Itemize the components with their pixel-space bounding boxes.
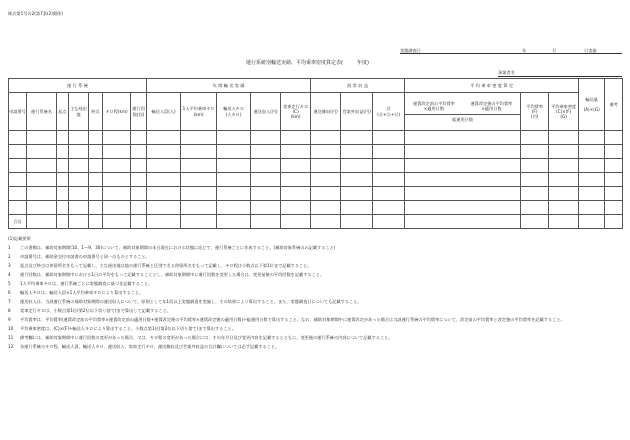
instruction-number: 10	[8, 326, 14, 331]
instruction-item	[8, 335, 622, 340]
col-total: 計 (⑪+⑫+⑬)	[373, 93, 405, 131]
instruction-number: 5	[8, 281, 11, 286]
operator-label: 事業者名	[498, 70, 515, 75]
instruction-item	[8, 299, 622, 304]
instruction-number: 2	[8, 254, 11, 259]
instruction-item	[8, 245, 622, 250]
instruction-number: 4	[8, 272, 11, 277]
col-route-name: 運行系統名	[27, 93, 57, 131]
instruction-number: 8	[8, 308, 11, 313]
col-application-no: 申請番号	[9, 93, 27, 131]
instruction-text: 運送収入は、当該運行系統の補助対象期間の運送収入について、原則として年1回以上実態調査を実施し、その結果により算出すること。また、実態調査日についても記載すること。	[20, 299, 362, 304]
col-misc-income: 運送雑収(円)	[311, 93, 341, 131]
group-annual: 年 間 輸 送 実 績	[147, 79, 311, 93]
instruction-number: 1	[8, 245, 11, 250]
instruction-text: 平均乗車密度は、(C)×(F)÷輸送人キロにより算出すること。小数点第1位(第2位以下切り捨て)まで算出すること。	[20, 326, 236, 331]
group-density: 平 均 乗 車 密 度 算 定	[405, 79, 579, 93]
group-route: 運 行 系 統	[9, 79, 147, 93]
instruction-text: この書類は、補助対象期間(10、1〜9、30)について、補助対象期間の末日現在における状態に応じて、運行系統ごとに作成すること。(補助対象系統のみ記載すること)	[20, 245, 336, 250]
page-title: 運行系統別輸送実績、平均乗車密度算定表( 年度)	[246, 60, 369, 66]
instruction-text: 輸送人キロは、輸送人員×1人平均乗車キロにより算出すること。	[20, 290, 144, 295]
instruction-text: 実車走行キロは、小数点第1位(第2位以下切り捨て)まで算出して記載すること。	[20, 308, 171, 313]
operator-underline	[498, 76, 622, 77]
table-row	[9, 131, 623, 145]
col-remarks: 備考	[605, 79, 623, 131]
col-avg-fare: 平均賃率 (F) (円)	[521, 93, 549, 131]
instruction-item	[8, 272, 622, 277]
instruction-text: 申請番号は、補助金交付申請書の申請番号と同一のものとすること。	[20, 254, 150, 259]
instruction-number: 3	[8, 263, 11, 268]
instruction-number: 11	[8, 335, 14, 340]
instruction-text: 1人平均乗車キロは、運行系統ごとに実態調査に基づき記載すること。	[20, 281, 153, 286]
instruction-number: 7	[8, 299, 11, 304]
survey-month: 月	[552, 48, 557, 53]
table-row	[9, 159, 623, 173]
instruction-text: 平均賃率は、平均賃率(運賃改定前の平均賃率×運賃改定前の適用日数+運賃改定後の平均賃率×運賃改定後の適用日数)÷総運用日数で算出すること。なお、補助対象期間中に運賃改定があった場合は当該運行系統の平均賃率について、改定前の平均賃率と改定後の平均賃率を記載すること。	[20, 317, 565, 322]
table-row	[9, 145, 623, 159]
table-row	[9, 187, 623, 201]
instruction-text: 備考欄には、補助対象期間中に運行回数の変更があった場合、又は、キロ程の変更があった場合には、その年月日及び変更内容を記載するとともに、変更後の運行系統の内容について記載すること。	[20, 335, 393, 340]
instruction-item	[8, 326, 622, 331]
instructions-list	[8, 245, 622, 349]
col-passengers: 輸送人員(人)	[147, 93, 181, 131]
instruction-item	[8, 263, 622, 268]
col-fare-changes: 運賃改定前の平均賃率 ×適用日数 運賃改定後の平均賃率 ×適用日数 総運用日数	[405, 93, 521, 131]
total-row-label: 合計	[9, 215, 27, 229]
instruction-item	[8, 254, 622, 259]
instruction-number: 9	[8, 317, 11, 322]
route-table	[8, 78, 623, 229]
instruction-number: 12	[8, 344, 14, 349]
survey-date-label: 実態調査日	[400, 48, 421, 53]
survey-day: 日実施	[584, 48, 597, 53]
col-pass-km: 輸送人キロ (人キロ)	[217, 93, 251, 131]
col-km: キロ程(km)	[103, 93, 131, 131]
instruction-item	[8, 308, 622, 313]
col-avg-km: 1人平均乗車キロ (km)	[181, 93, 217, 131]
total-row	[9, 215, 623, 229]
col-origin: 起点	[57, 93, 69, 131]
instructions-heading: (1)記載要領	[8, 236, 31, 241]
col-density: 平均乗車密度 (C)×(F) (G)	[549, 93, 579, 131]
table-row	[9, 201, 623, 215]
instruction-item	[8, 317, 622, 322]
survey-year: 年	[522, 48, 527, 53]
col-end: 終点	[89, 93, 103, 131]
instruction-item	[8, 281, 622, 286]
instruction-number: 6	[8, 290, 11, 295]
col-via: 主な経由地	[69, 93, 89, 131]
col-fare-income: 運送収入(円)	[251, 93, 281, 131]
col-actual-km: 実車走行キロ(C) (km)	[281, 93, 311, 131]
table-row	[9, 173, 623, 187]
form-number: 様式第1号の2(第7条(2)関係)	[8, 11, 63, 16]
col-transport-amount: 輸送量 (A)×(G)	[579, 79, 605, 131]
instructions	[8, 236, 622, 353]
instruction-text: 各運行系統のキロ程、輸送人員、輸送人キロ、運送収入、実車走行キロ、運送雑収及び営業外収益の合計欄については必ず記載すること。	[20, 344, 280, 349]
col-other-income: 営業外収益(円)	[341, 93, 373, 131]
instruction-text: 運行回数は、補助対象期間中における1日の平均をもって記載することとし、補助対象期間中に運行回数を変更した場合は、変更前後の平均回数を記載すること。	[20, 272, 325, 277]
instruction-item	[8, 344, 622, 349]
instruction-item	[8, 290, 622, 295]
col-trips: 運行回数(回)	[131, 93, 147, 131]
instruction-text: 起点及び終点は停留所名をもって記載し、主な経由地は他の運行系統と区別できる停留所名をもって記載し、キロ程は小数点以下第1位まで記載すること。	[20, 263, 312, 268]
group-income: 経 常 収 益	[311, 79, 405, 93]
survey-date-underline	[400, 53, 622, 54]
